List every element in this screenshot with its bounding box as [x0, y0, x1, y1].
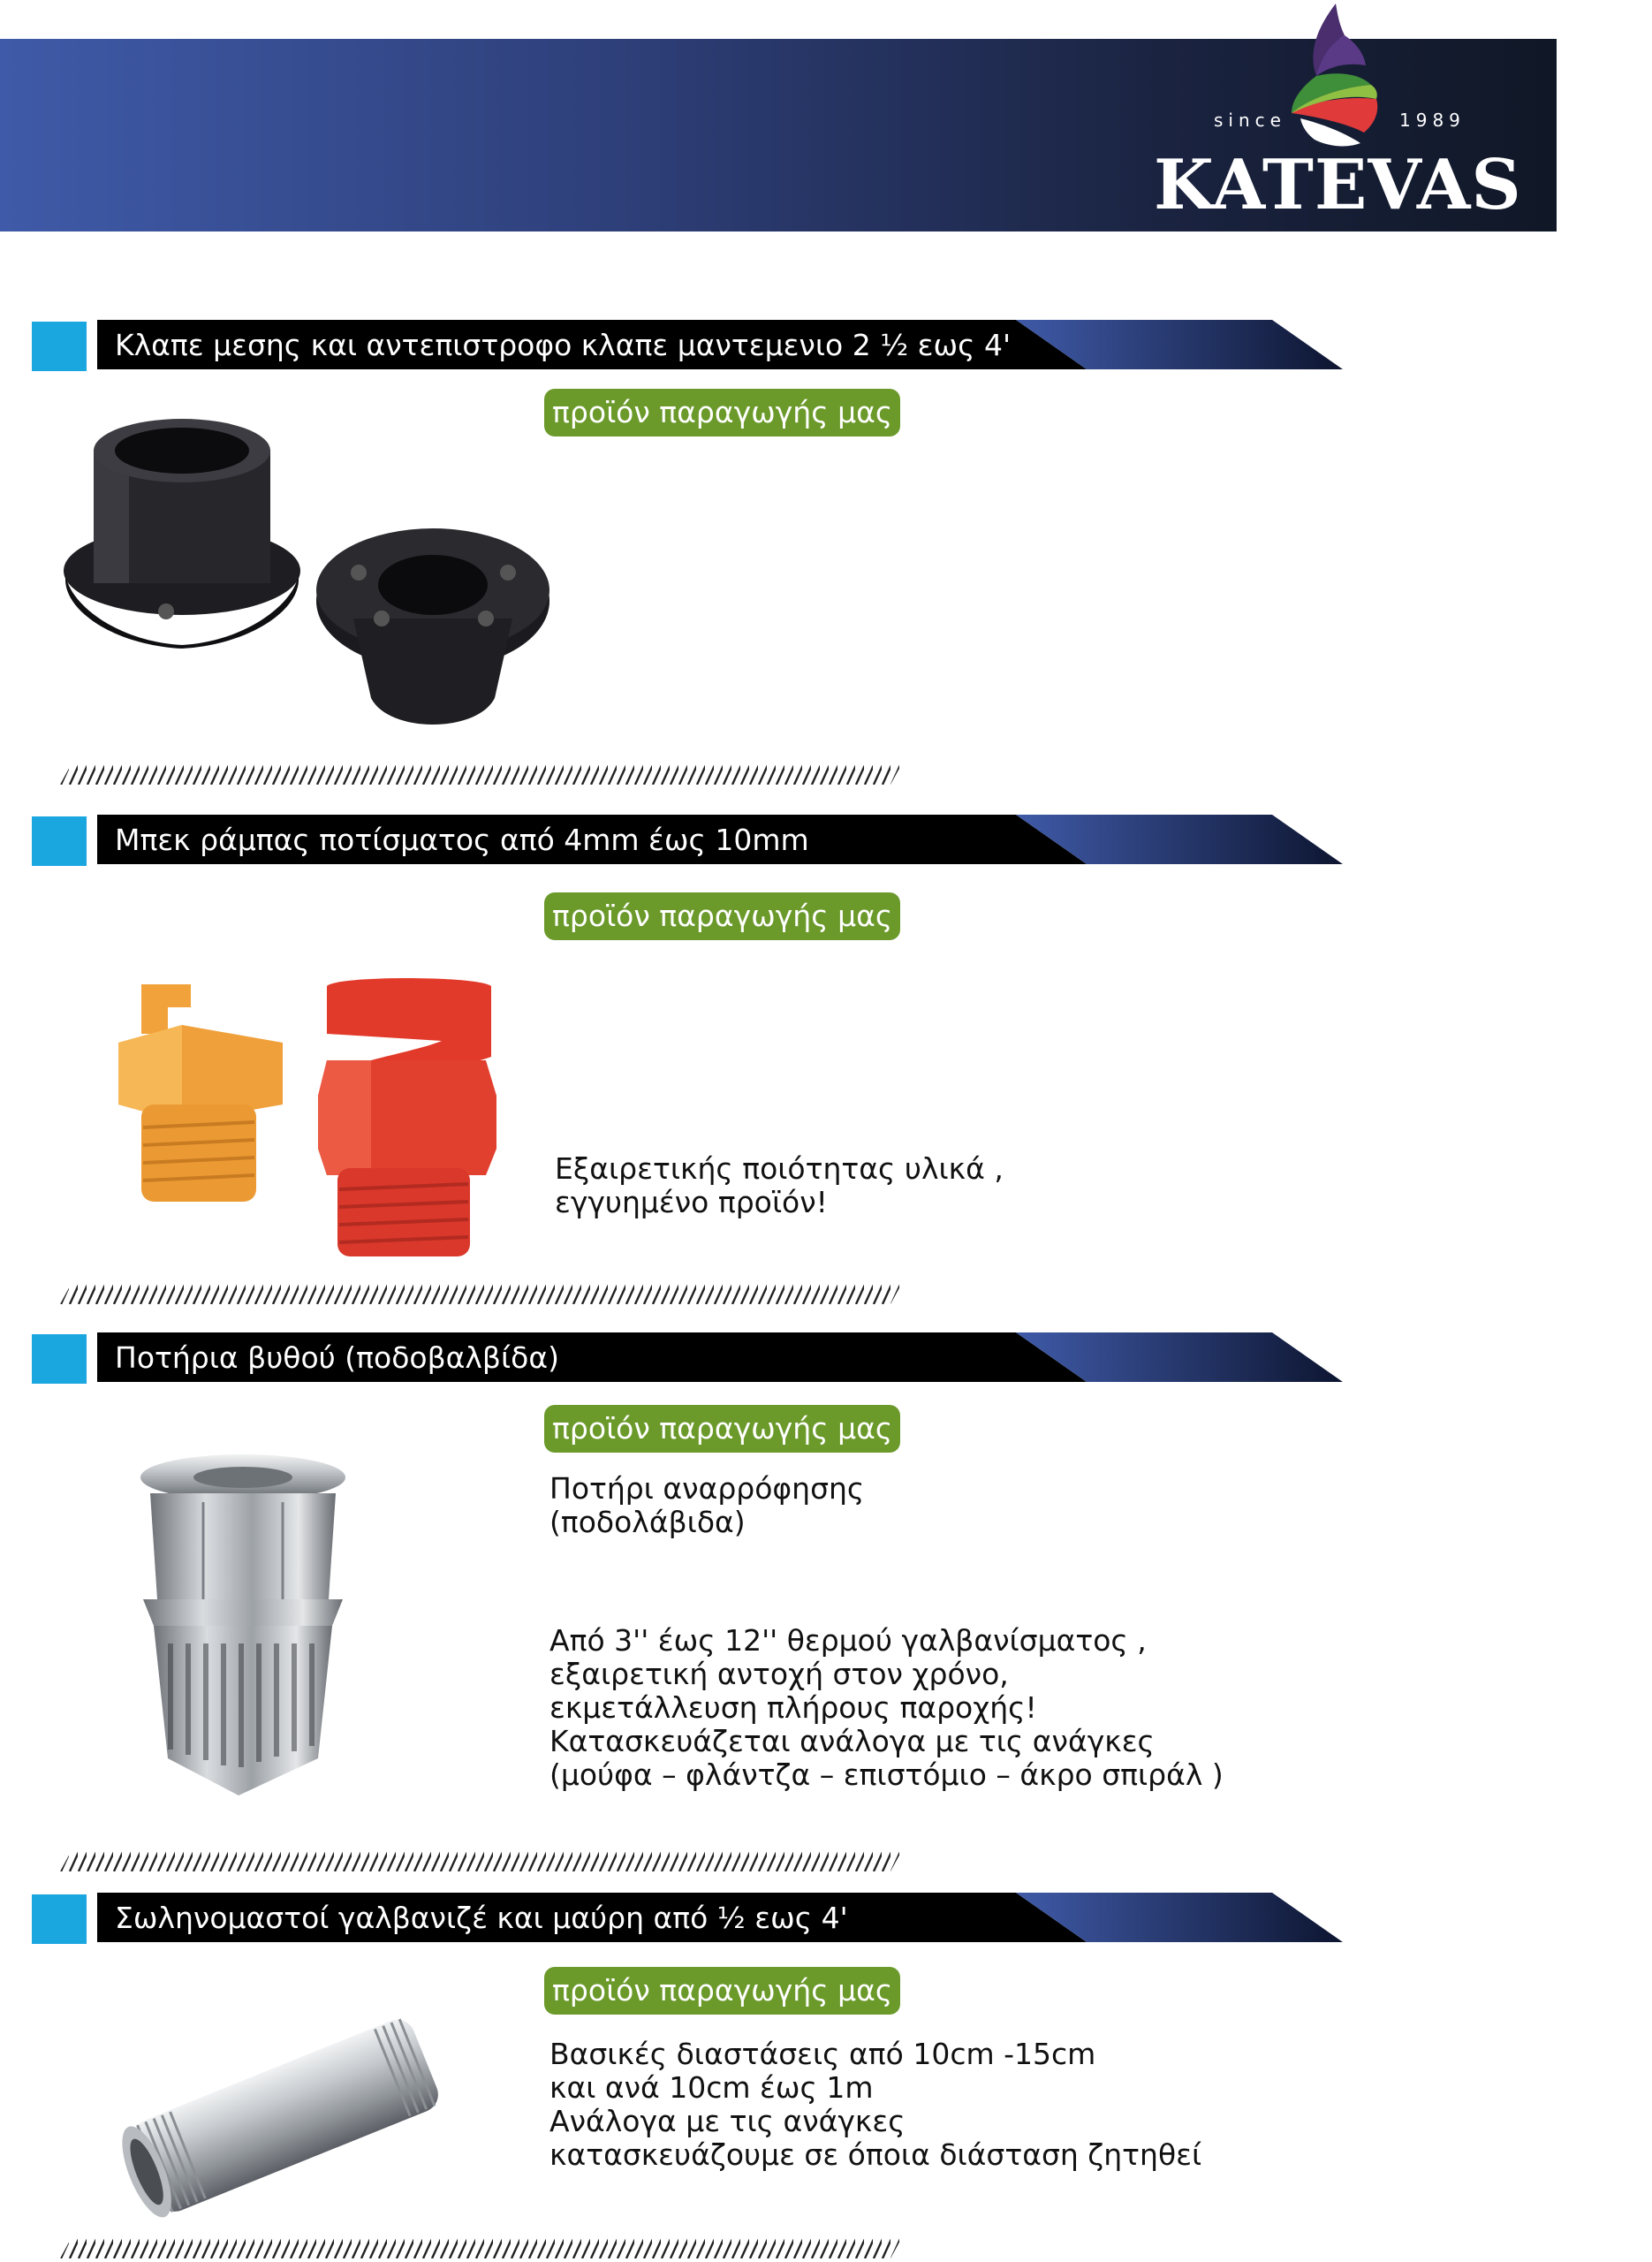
subtitle-line: (ποδολάβιδα): [549, 1505, 746, 1539]
section-title: Κλαπε μεσης και αντεπιστροφο κλαπε μαντεμενιο 2 ½ εως 4': [115, 328, 1012, 362]
in-house-product-badge: προϊόν παραγωγής μας: [544, 1405, 900, 1453]
company-logo[interactable]: [1140, 0, 1546, 232]
logo-since-text: since: [1214, 110, 1286, 131]
section-marker-square: [32, 322, 87, 371]
in-house-product-badge: προϊόν παραγωγής μας: [544, 389, 900, 436]
description-line: Κατασκευάζεται ανάλογα με τις ανάγκες: [549, 1724, 1155, 1758]
section-marker-square: [32, 1334, 87, 1384]
description-line: κατασκευάζουμε σε όποια διάσταση ζητηθεί: [549, 2137, 1202, 2172]
section-divider: [60, 2239, 901, 2258]
description-line: Ανάλογα με τις ανάγκες: [549, 2104, 906, 2138]
product-description: [549, 2038, 1201, 2172]
product-subtitle: [549, 1472, 864, 1539]
product-image-pipe-nipple: [97, 1988, 468, 2227]
logo-brand-text: KATEVAS: [1154, 145, 1522, 225]
foot-valve-illustration: [133, 1449, 353, 1803]
description-line: εξαιρετική αντοχή στον χρόνο,: [549, 1657, 1009, 1691]
section-marker-square: [32, 816, 87, 866]
section-title-bar: [97, 320, 1343, 369]
section-divider: [60, 765, 901, 785]
product-image-foot-valve: [133, 1449, 353, 1803]
section-title: Σωληνομαστοί γαλβανιζέ και μαύρη από ½ εως 4': [115, 1901, 848, 1935]
description-line: εκμετάλλευση πλήρους παροχής!: [549, 1690, 1037, 1725]
product-description: [555, 1152, 1004, 1219]
in-house-product-badge: προϊόν παραγωγής μας: [544, 892, 900, 940]
section-title-bar: [97, 1332, 1343, 1382]
product-description: [549, 1624, 1224, 1792]
section-marker-square: [32, 1894, 87, 1944]
description-line: Από 3'' έως 12'' θερμού γαλβανίσματος ,: [549, 1623, 1147, 1658]
description-line: (μούφα – φλάντζα – επιστόμιο – άκρο σπιράλ ): [549, 1757, 1224, 1792]
section-divider: [60, 1852, 901, 1871]
description-line: Εξαιρετικής ποιότητας υλικά ,: [555, 1151, 1004, 1186]
section-title: Ποτήρια βυθού (ποδοβαλβίδα): [115, 1340, 559, 1375]
sprinkler-nozzle-illustration: [106, 972, 521, 1264]
product-image-sprinkler-nozzles: [106, 972, 521, 1264]
section-title-bar: [97, 1893, 1343, 1942]
in-house-product-badge: προϊόν παραγωγής μας: [544, 1967, 900, 2015]
section-divider: [60, 1285, 901, 1304]
cast-iron-valve-illustration: [62, 380, 565, 742]
description-line: Βασικές διαστάσεις από 10cm -15cm: [549, 2037, 1096, 2071]
pipe-nipple-illustration: [97, 1988, 468, 2227]
description-line: και ανά 10cm έως 1m: [549, 2070, 874, 2105]
section-title-bar: [97, 815, 1343, 864]
logo-year-text: 1989: [1399, 110, 1466, 131]
subtitle-line: Ποτήρι αναρρόφησης: [549, 1471, 865, 1506]
section-title: Μπεκ ράμπας ποτίσματος από 4mm έως 10mm: [115, 823, 809, 857]
flame-logo-icon: [1140, 0, 1546, 159]
description-line: εγγυημένο προϊόν!: [555, 1185, 828, 1219]
product-image-cast-iron-valves: [62, 380, 565, 742]
